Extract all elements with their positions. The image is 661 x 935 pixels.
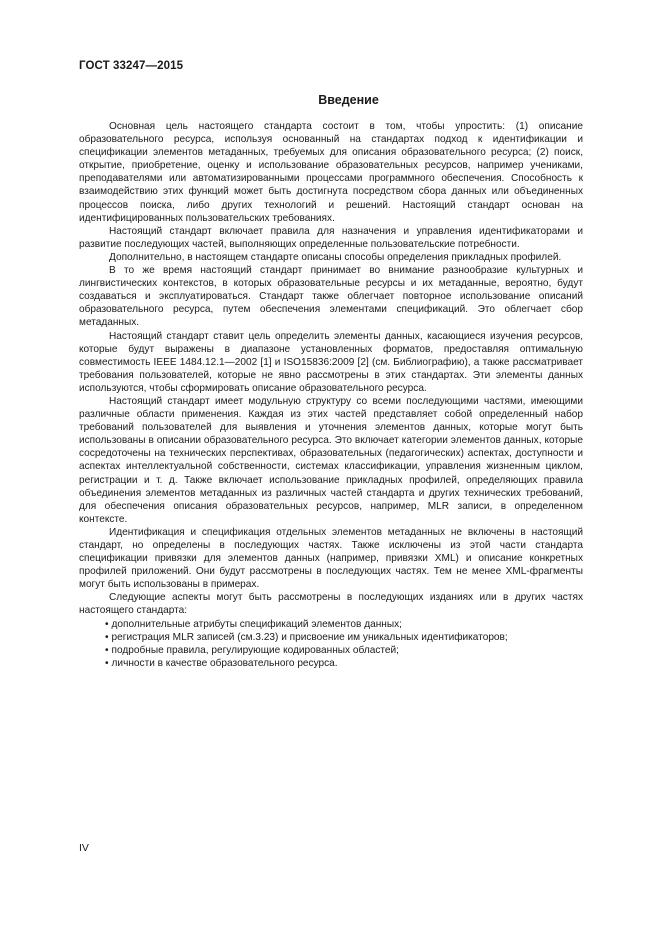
paragraph-8: Следующие аспекты могут быть рассмотрены в последующих изданиях или в других частях настоящего стандарта: [79,592,583,617]
document-code: ГОСТ 33247—2015 [79,60,184,72]
list-item-text: личности в качестве образовательного ресурса. [111,657,338,669]
section-title: Введение [318,93,379,107]
bullet-icon: • [105,657,109,669]
bullet-icon: • [105,618,109,630]
list-item-text: регистрация MLR записей (см.3.23) и присвоение им уникальных идентификаторов; [111,631,508,643]
list-item-text: дополнительные атрибуты спецификаций элементов данных; [111,618,402,630]
list-item [79,631,583,644]
paragraph-3: Дополнительно, в настоящем стандарте описаны способы определения прикладных профилей. [109,251,562,263]
paragraph-1: Основная цель настоящего стандарта состоит в том, чтобы упростить: (1) описание образовательного ресурса, используя основанный на стандартах подход к идентификации и спецификации элементов метаданных, требуемых для описания образовательного ресурса; (2) поиск, открытие, приобретение, оценку и использование образовательных ресурсов, например учениками, преподавателями или автоматизированными процессами программного обеспечения. Способность к взаимодействию этих функций может быть достигнута посредством сбора данных или объединенных процессов поиска, либо других технологий и решений. Настоящий стандарт основан на идентифицированных пользовательских требованиях. [79,121,583,224]
list-item [79,644,583,657]
paragraph-6: Настоящий стандарт имеет модульную структуру со всеми последующими частями, имеющими различные области применения. Каждая из этих частей представляет собой определенный набор требований пользователей для выявления и уточнения элементов данных, которые могут быть использованы в описании образовательного ресурса. Это включает категории элементов данных, которые сосредоточены на технических перспективах, образовательных (педагогических) аспектах, доступности и аспектах интеллектуальной собственности, системах классификации, управления жизненным циклом, регистрации и т. д. Также включает использование прикладных профилей, определяющих правила объединения элементов метаданных из различных частей стандарта и других технических требований, для обеспечения описания образовательных ресурсов, например, MLR записи, в определенном контексте. [79,395,583,525]
bullet-icon: • [105,631,109,643]
page-number: IV [79,842,89,854]
list-item [79,618,583,631]
list-item-text: подробные правила, регулирующие кодированных областей; [111,644,399,656]
list-item [79,657,583,670]
aspects-list [79,618,583,670]
bullet-icon: • [105,644,109,656]
paragraph-4: В то же время настоящий стандарт принимает во внимание разнообразие культурных и лингвистических контекстов, в которых образовательные ресурсы и их метаданные, вероятно, будут создаваться и эксплуатироваться. Стандарт также облегчает повторное использование описаний образовательного ресурса, путем обеспечения элементами спецификаций. Это облегчает сбор метаданных. [79,265,583,329]
paragraph-7: Идентификация и спецификация отдельных элементов метаданных не включены в настоящий стандарт, но определены в последующих частях. Также исключены из этой части стандарта спецификации привязки для элементов данных (например, привязки XML) и описание конкретных профилей приложений. Они будут рассмотрены в последующих частях. Тем не менее XML-фрагменты могут быть использованы в примерах. [79,526,583,591]
paragraph-5: Настоящий стандарт ставит цель определить элементы данных, касающиеся изучения ресурсов, которые будут выражены в диапазоне установленных форматов, предоставляя оптимальную совместимость IEEE 1484.12.1—2002 [1] и ISO15836:2009 [2] (см. Библиографию), а также рассматривает требования пользователей, которые не явно рассмотрены в этих стандартах. Эти элементы данных используются, чтобы сформировать описание образовательного ресурса. [79,330,583,394]
paragraph-2: Настоящий стандарт включает правила для назначения и управления идентификаторами и развитие последующих частей, выполняющих определенные пользовательские потребности. [79,225,583,250]
body-text [79,120,583,670]
